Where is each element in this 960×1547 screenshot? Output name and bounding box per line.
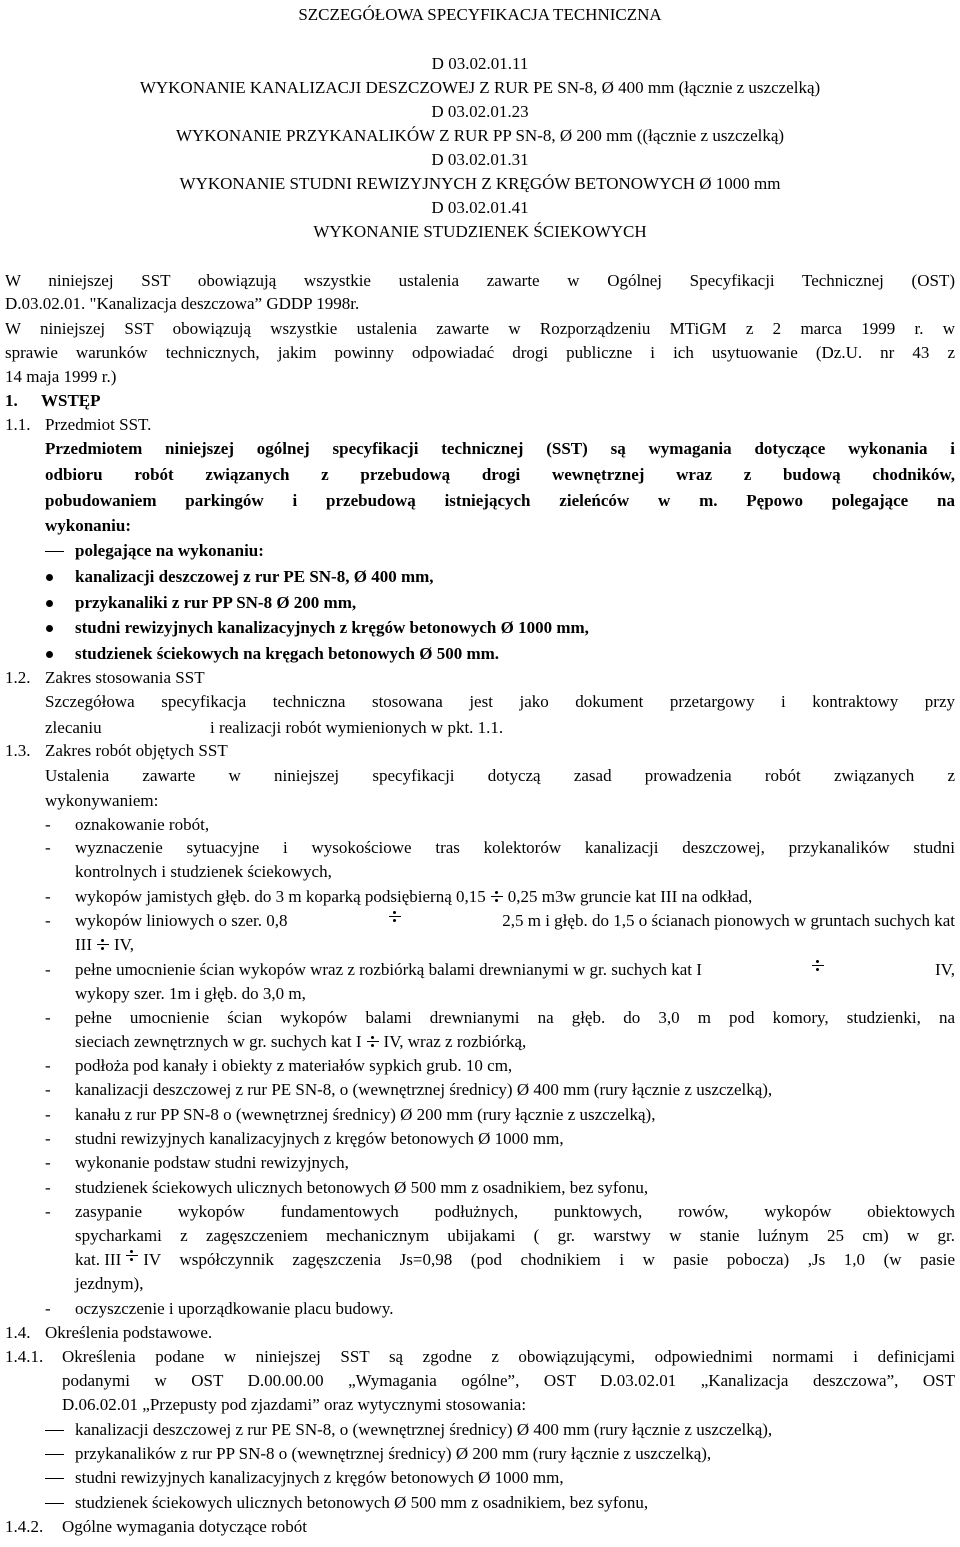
s13-item-6-part1: sieciach zewnętrznych w gr. suchych kat I	[75, 1032, 362, 1051]
s141-item-3: studni rewizyjnych kanalizacyjnych z kręgów betonowych Ø 1000 mm,	[75, 1468, 564, 1487]
s141-line3: D.06.02.01 „Przepusty pod zjazdami” oraz wytycznymi stosowania:	[62, 1395, 527, 1414]
section-1-title: WSTĘP	[41, 391, 101, 410]
s13-item-13-part2: IV współczynnik zagęszczenia Js=0,98 (pod chodnikiem i w pasie pobocza) ,Js 1,0 (w pasie	[143, 1250, 955, 1269]
hyphen-marker: -	[45, 815, 51, 834]
s11-bullet-3: studni rewizyjnych kanalizacyjnych z kręgów betonowych Ø 1000 mm,	[75, 618, 589, 637]
bullet-icon	[46, 625, 53, 632]
s13-item-13-line4: jezdnym),	[75, 1274, 144, 1293]
s13-item-5-line2: wykopy szer. 1m i głęb. do 3,0 m,	[75, 984, 306, 1003]
s13-intro-line2: wykonywaniem:	[45, 791, 159, 810]
s13-item-4-part4: IV,	[113, 935, 134, 954]
intro-p2-line3: 14 maja 1999 r.)	[5, 367, 117, 386]
hyphen-marker: -	[45, 911, 51, 930]
hyphen-marker: -	[45, 838, 51, 857]
s13-item-4-part3: III	[75, 935, 92, 954]
document-title: SZCZEGÓŁOWA SPECYFIKACJA TECHNICZNA	[298, 5, 662, 24]
s12-line2b: i realizacji robót wymienionych w pkt. 1.1.	[210, 718, 504, 737]
spec-name-3: WYKONANIE STUDNI REWIZYJNYCH Z KRĘGÓW BETONOWYCH Ø 1000 mm	[179, 174, 781, 193]
s11-dash-item: polegające na wykonaniu:	[75, 541, 264, 560]
s13-item-14: oczyszczenie i uporządkowanie placu budowy.	[75, 1299, 394, 1318]
s11-bullet-4: studzienek ściekowych na kręgach betonowych Ø 500 mm.	[75, 644, 500, 663]
spec-name-1: WYKONANIE KANALIZACJI DESZCZOWEJ Z RUR PE SN-8, Ø 400 mm (łącznie z uszczelką)	[139, 78, 821, 97]
section-1-2-title: Zakres stosowania SST	[45, 668, 205, 687]
dash-icon	[45, 1454, 64, 1455]
hyphen-marker: -	[45, 1178, 51, 1197]
s141-item-1: kanalizacji deszczowej z rur PE SN-8, o (wewnętrznej średnicy) Ø 400 mm (rury łącznie z uszczelką),	[75, 1420, 773, 1439]
s13-item-13-line3	[75, 1250, 955, 1270]
division-sign-icon	[125, 1250, 139, 1262]
dash-icon	[45, 1430, 64, 1431]
hyphen-marker: -	[45, 1299, 51, 1318]
bullet-icon	[46, 574, 53, 581]
s13-item-13-line1: zasypanie wykopów fundamentowych podłużnych, punktowych, rowów, wykopów obiektowych	[75, 1202, 955, 1221]
s13-item-12: studzienek ściekowych ulicznych betonowych Ø 500 mm z osadnikiem, bez syfonu,	[75, 1178, 649, 1197]
hyphen-marker: -	[45, 1202, 51, 1221]
s13-item-4-line1	[75, 911, 955, 931]
hyphen-marker: -	[45, 1056, 51, 1075]
s13-item-6-line2	[75, 1032, 526, 1052]
spec-code-1: D 03.02.01.11	[431, 54, 529, 73]
intro-p1-line2: D.03.02.01. "Kanalizacja deszczowa” GDDP 1998r.	[5, 294, 360, 313]
s13-item-13-part1: kat. III	[75, 1250, 122, 1269]
division-sign-icon	[388, 911, 402, 923]
s13-item-8: kanalizacji deszczowej z rur PE SN-8, o (wewnętrznej średnicy) Ø 400 mm (rury łącznie z uszczelką),	[75, 1080, 773, 1099]
s141-item-2: przykanalików z rur PP SN-8 o (wewnętrznej średnicy) Ø 200 mm (rury łącznie z uszczelką),	[75, 1444, 712, 1463]
s11-para-line2: odbioru robót związanych z przebudową drogi wewnętrznej wraz z budową chodników,	[45, 465, 955, 484]
s13-item-10: studni rewizyjnych kanalizacyjnych z kręgów betonowych Ø 1000 mm,	[75, 1129, 564, 1148]
intro-p1-line1: W niniejszej SST obowiązują wszystkie ustalenia zawarte w Ogólnej Specyfikacji Technicznej (OST)	[5, 271, 955, 290]
s11-bullet-2: przykanaliki z rur PP SN-8 Ø 200 mm,	[75, 593, 357, 612]
section-1-4-1-number: 1.4.1.	[5, 1347, 44, 1366]
s13-item-5-part2: IV,	[934, 960, 955, 979]
hyphen-marker: -	[45, 887, 51, 906]
s12-line1: Szczegółowa specyfikacja techniczna stosowana jest jako dokument przetargowy i kontraktowy przy	[45, 692, 955, 711]
spec-code-3: D 03.02.01.31	[431, 150, 529, 169]
bullet-icon	[46, 651, 53, 658]
s13-item-2-line1: wyznaczenie sytuacyjne i wysokościowe tras kolektorów kanalizacji deszczowej, przykanalików studni	[75, 838, 955, 857]
spec-code-4: D 03.02.01.41	[431, 198, 529, 217]
section-1-number: 1.	[5, 391, 18, 410]
s13-item-3-part2: 0,25 m3w gruncie kat III na odkład,	[507, 887, 753, 906]
s13-item-4-part2: 2,5 m i głęb. do 1,5 o ścianach pionowych w gruntach suchych kat	[502, 911, 955, 930]
spec-name-4: WYKONANIE STUDZIENEK ŚCIEKOWYCH	[313, 222, 647, 241]
section-1-4-2-number: 1.4.2.	[5, 1517, 44, 1536]
s13-item-6-part2: IV, wraz z rozbiórką,	[383, 1032, 527, 1051]
section-1-4-number: 1.4.	[5, 1323, 31, 1342]
division-sign-icon	[366, 1036, 380, 1048]
section-1-1-number: 1.1.	[5, 415, 31, 434]
section-1-3-title: Zakres robót objętych SST	[45, 741, 228, 760]
s11-bullet-1: kanalizacji deszczowej z rur PE SN-8, Ø 400 mm,	[75, 567, 434, 586]
spec-name-2: WYKONANIE PRZYKANALIKÓW Z RUR PP SN-8, Ø 200 mm ((łącznie z uszczelką)	[175, 126, 785, 145]
s13-item-11: wykonanie podstaw studni rewizyjnych,	[75, 1153, 349, 1172]
section-1-4-title: Określenia podstawowe.	[45, 1323, 213, 1342]
s13-item-13-line2: spycharkami z zagęszczeniem mechanicznym ubijakami ( gr. warstwy w stanie luźnym 25 cm) w gr.	[75, 1226, 955, 1245]
s13-item-3	[75, 887, 752, 907]
spec-code-2: D 03.02.01.23	[431, 102, 529, 121]
s13-item-3-part1: wykopów jamistych głęb. do 3 m koparką podsiębierną 0,15	[75, 887, 486, 906]
s141-line2: podanymi w OST D.00.00.00 „Wymagania ogólne”, OST D.03.02.01 „Kanalizacja deszczowa”, OST	[62, 1371, 955, 1390]
hyphen-marker: -	[45, 1008, 51, 1027]
section-1-4-2-title: Ogólne wymagania dotyczące robót	[62, 1517, 307, 1536]
s13-item-1: oznakowanie robót,	[75, 815, 210, 834]
s141-item-4: studzienek ściekowych ulicznych betonowych Ø 500 mm z osadnikiem, bez syfonu,	[75, 1493, 649, 1512]
s13-item-2-line2: kontrolnych i studzienek ściekowych,	[75, 862, 332, 881]
dash-icon	[45, 1503, 64, 1504]
dash-icon	[45, 551, 64, 552]
bullet-icon	[46, 600, 53, 607]
intro-p2-line1: W niniejszej SST obowiązują wszystkie ustalenia zawarte w Rozporządzeniu MTiGM z 2 marca 1999 r. w	[5, 319, 955, 338]
s13-item-5-line1	[75, 960, 955, 980]
intro-p2-line2: sprawie warunków technicznych, jakim powinny odpowiadać drogi publiczne i ich usytuowanie (Dz.U. nr 43 z	[5, 343, 955, 362]
s11-para-line4: wykonaniu:	[45, 516, 131, 535]
s13-item-4-part1: wykopów liniowych o szer. 0,8	[75, 911, 288, 930]
s13-item-6-line1: pełne umocnienie ścian wykopów balami drewnianymi na głęb. do 3,0 m pod komory, studzienki, na	[75, 1008, 955, 1027]
hyphen-marker: -	[45, 960, 51, 979]
s13-item-7: podłoża pod kanały i obiekty z materiałów sypkich grub. 10 cm,	[75, 1056, 513, 1075]
section-1-3-number: 1.3.	[5, 741, 31, 760]
section-1-2-number: 1.2.	[5, 668, 31, 687]
s12-line2a: zlecaniu	[45, 718, 102, 737]
s13-item-5-part1: pełne umocnienie ścian wykopów wraz z rozbiórką balami drewnianymi w gr. suchych kat I	[75, 960, 702, 979]
s141-line1: Określenia podane w niniejszej SST są zgodne z obowiązującymi, odpowiednimi normami i definicjami	[62, 1347, 955, 1366]
s13-intro-line1: Ustalenia zawarte w niniejszej specyfikacji dotyczą zasad prowadzenia robót związanych z	[45, 766, 955, 785]
s11-para-line3: pobudowaniem parkingów i przebudową istniejących zieleńców w m. Pępowo polegające na	[45, 491, 955, 510]
s13-item-9: kanału z rur PP SN-8 o (wewnętrznej średnicy) Ø 200 mm (rury łącznie z uszczelką),	[75, 1105, 656, 1124]
s13-item-4-line2	[75, 935, 134, 955]
dash-icon	[45, 1478, 64, 1479]
division-sign-icon	[96, 939, 110, 951]
section-1-1-title: Przedmiot SST.	[45, 415, 152, 434]
s11-para-line1: Przedmiotem niniejszej ogólnej specyfikacji technicznej (SST) są wymagania dotyczące wykonania i	[45, 439, 955, 458]
hyphen-marker: -	[45, 1080, 51, 1099]
hyphen-marker: -	[45, 1105, 51, 1124]
hyphen-marker: -	[45, 1129, 51, 1148]
division-sign-icon	[490, 891, 504, 903]
division-sign-icon	[811, 960, 825, 972]
hyphen-marker: -	[45, 1153, 51, 1172]
